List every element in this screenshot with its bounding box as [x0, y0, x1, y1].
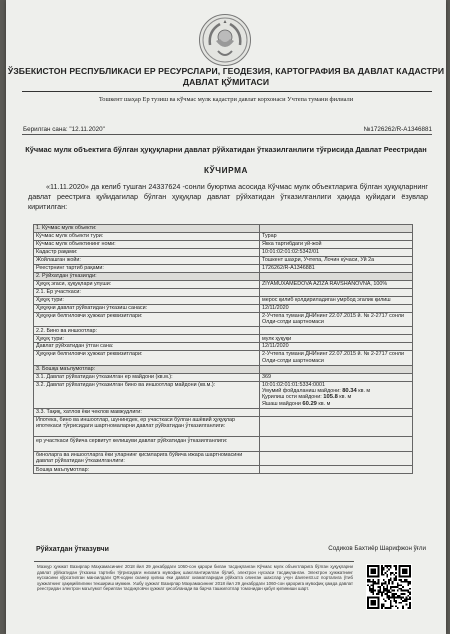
- area-line-value: 10:01:02:01:01:5334:0001: [262, 381, 325, 388]
- table-row: [34, 343, 413, 351]
- table-row: [34, 335, 413, 343]
- row-label: 2. Рўйхатдан ўтказилди:: [34, 272, 260, 280]
- row-value: мулк ҳуқуқи: [260, 335, 413, 343]
- area-line-label: Яшаш майдони: [262, 400, 303, 407]
- row-value: [260, 272, 413, 280]
- row-label: Кадастр рақами:: [34, 248, 260, 256]
- row-value: 2-Учтепа тумани ДНИнинг 22.07.2015 й. № 2-2717 сонли Олди-сотди шартномаси: [260, 312, 413, 326]
- table-row: [34, 327, 413, 335]
- row-value: [260, 381, 413, 408]
- issue-date: Берилган сана: "12.11.2020": [23, 126, 105, 133]
- area-line-label: Қурилиш ости майдони:: [262, 394, 324, 401]
- row-label: Ипотека, бино ва иншоотлар, шунингдек, ер участкаси бўлган ашёвий ҳуқуқлар ипотекаси тўғрисидаги шартномаларни давлат рўйхатидан ўтказилганлиги:: [34, 416, 260, 437]
- table-row: [34, 280, 413, 288]
- row-label: биноларга ва иншоотларга ёки уларнинг қисмларига бўйича ижара шартномасини давлат рўйхатидан ўтказилганлиги:: [34, 451, 260, 465]
- header-divider: [22, 91, 432, 92]
- table-section-row: [34, 225, 413, 233]
- table-section-row: [34, 365, 413, 373]
- table-row: [34, 240, 413, 248]
- row-value: [260, 288, 413, 296]
- organization-title: ЎЗБЕКИСТОН РЕСПУБЛИКАСИ ЕР РЕСУРСЛАРИ, ГЕОДЕЗИЯ, КАРТОГРАФИЯ ВА ДАВЛАТ КАДАСТРИ ДАВЛАТ ҚЎМИТАСИ: [7, 66, 445, 87]
- registry-table-body: [34, 225, 413, 474]
- row-label: Ҳуқуқни белгиловчи ҳужжат реквизитлари:: [34, 351, 260, 365]
- area-line-unit: кв. м: [356, 388, 371, 395]
- row-value: [260, 225, 413, 233]
- registrar-name: Содиков Бахтиёр Шарифжон ўғли: [328, 545, 426, 552]
- branch-subtitle: Тошкент шаҳар Ер тузиш ва кўчмас мулк кадастри давлат корхонаси Учтепа тумани филиали: [98, 96, 354, 103]
- row-label: Кўчмас мулк объекти тури:: [34, 232, 260, 240]
- row-value: [260, 466, 413, 474]
- table-row: [34, 351, 413, 365]
- table-row: [34, 264, 413, 272]
- document-page: [6, 0, 446, 634]
- row-label: Ҳуқуқни белгиловчи ҳужжат реквизитлари:: [34, 312, 260, 326]
- footer-divider: [34, 561, 354, 562]
- area-line-unit: кв. м: [316, 400, 331, 407]
- footer-note: Мазкур ҳужжат Вазирлар Маҳкамасининг 2018 йил 29 декабрдаги 1060-сон қарори билан тасдиқланган Кўчмас мулк объектларига бўлган ҳуқуқларни давлат рўйхатидан ўтказиш тартиби тўғрисидаги низомга мувофиқ шакллантирилган бўлиб, электрон нусхаси тасдиқланган. Электрон ҳужжатнинг нусхасини кўрсатилган манзилдаги QR-кодни сканер қилиш ёки давлат хизматларидан рўйхатга олинган шахслар учун davreestr.uz порталига ўтиб ҳужжатнинг ҳақиқийлигини текшириш мумкин. Ушбу ҳужжат Вазирлар Маҳкамасининг 2018 йил 29 декабрдаги 1060-сон қарорига мувофиқ ҳамда давлат реестридан электрон маълумот берилган тасдиқловчи ҳужжат ҳисобланади ва барча ташкилотлар томонидан қабул қилиниши шарт.: [37, 564, 353, 592]
- row-value: 369: [260, 373, 413, 381]
- row-label: Ҳуқуқ тури:: [34, 335, 260, 343]
- registrar-label: Рўйхатдан ўтказувчи: [36, 546, 109, 553]
- row-value: 1726262/R-A1346881: [260, 264, 413, 272]
- row-label: Жойлашган жойи:: [34, 256, 260, 264]
- row-value: [260, 416, 413, 437]
- row-label: Ҳуқуқ тури:: [34, 296, 260, 304]
- row-label: 3.1. Давлат рўйхатидан ўтказилган ер майдони (кв.м.):: [34, 373, 260, 381]
- row-value: [260, 408, 413, 416]
- row-label: Реестрнинг тартиб рақами:: [34, 264, 260, 272]
- table-row: [34, 288, 413, 296]
- state-emblem-icon: [199, 14, 251, 66]
- table-row: [34, 466, 413, 474]
- row-label: Давлат рўйхатидан ўтган сана:: [34, 343, 260, 351]
- row-label: Ҳуқуқни давлат рўйхатидан ўтказиш санаси:: [34, 304, 260, 312]
- row-value: [260, 327, 413, 335]
- intro-paragraph: «11.11.2020» да келиб тушган 24337624 -сонли буюртма асосида Кўчмас мулк объектларига бўлган ҳуқуқларнинг давлат реестрига қуйидагилар бўлган ҳуқуқлар давлат рўйхатидан ўтказилганлиги ҳақида қуйидаги ёзувлар киритилган:: [28, 182, 428, 212]
- row-value: Турар: [260, 232, 413, 240]
- row-value: 10:01:02:01:02:5342/01: [260, 248, 413, 256]
- table-row: [34, 381, 413, 408]
- row-value: 12/11/2020: [260, 343, 413, 351]
- row-label: 3.2. Давлат рўйхатидан ўтказилган бино ва иншоотлар майдони (кв.м.):: [34, 381, 260, 408]
- row-value: 12/11/2020: [260, 304, 413, 312]
- table-row: [34, 408, 413, 416]
- table-row: [34, 416, 413, 437]
- document-number: №1726262/R-A1346881: [363, 126, 432, 133]
- row-value: [260, 451, 413, 465]
- document-title: Кўчмас мулк объектига бўлган ҳуқуқларни давлат рўйхатидан ўтказилганлиги тўғрисида Давлат Реестридан: [25, 145, 427, 154]
- table-row: [34, 373, 413, 381]
- row-label: 1. Кўчмас мулк объекти:: [34, 225, 260, 233]
- row-label: Кўчмас мулк объектининг номи:: [34, 240, 260, 248]
- row-label: 3.3. Тақиқ, хатлов ёки чеклов мавжудлиги:: [34, 408, 260, 416]
- row-label: 2.1. Ер участкаси:: [34, 288, 260, 296]
- row-label: Ҳуқуқ эгаси, ҳуқуқлари улуши:: [34, 280, 260, 288]
- row-label: 2.2. Бино ва иншоотлар:: [34, 327, 260, 335]
- table-row: [34, 304, 413, 312]
- row-value: Тошкент шаҳри, Учтепа, Лочин кўчаси, Уй 2а: [260, 256, 413, 264]
- table-row: [34, 248, 413, 256]
- registry-table: [33, 224, 413, 474]
- table-row: [34, 256, 413, 264]
- table-row: [34, 437, 413, 451]
- row-label: 3. Бошқа маълумотлар:: [34, 365, 260, 373]
- document-type: КЎЧИРМА: [203, 166, 248, 175]
- table-row: [34, 312, 413, 326]
- row-value: Якка тартибдаги уй-жой: [260, 240, 413, 248]
- table-row: [34, 232, 413, 240]
- area-line-label: Умумий фойдаланиш майдони:: [262, 388, 343, 395]
- row-label: Бошқа маълумотлар:: [34, 466, 260, 474]
- row-value: ZIYAMUXAMEDOVA AZIZA RAVSHANOVNA, 100%: [260, 280, 413, 288]
- row-value: мерос қилиб қолдириладиган умрбод эгалик қилиш: [260, 296, 413, 304]
- row-value: [260, 437, 413, 451]
- row-value: 2-Учтепа тумани ДНИнинг 22.07.2015 й. № 2-2717 сонли Олди-сотди шартномаси: [260, 351, 413, 365]
- qr-code-icon[interactable]: [366, 564, 412, 610]
- table-section-row: [34, 272, 413, 280]
- table-row: [34, 451, 413, 465]
- area-line-value: 80.34: [342, 388, 357, 395]
- area-line: [262, 401, 410, 407]
- area-line-unit: кв. м: [337, 394, 352, 401]
- area-line-value: 105.8: [323, 394, 338, 401]
- table-row: [34, 296, 413, 304]
- row-label: ер участкаси бўйича сервитут келишуви давлат рўйхатидан ўтказилганлиги:: [34, 437, 260, 451]
- area-line-value: 60.29: [302, 400, 317, 407]
- row-value: [260, 365, 413, 373]
- meta-divider: [22, 134, 432, 135]
